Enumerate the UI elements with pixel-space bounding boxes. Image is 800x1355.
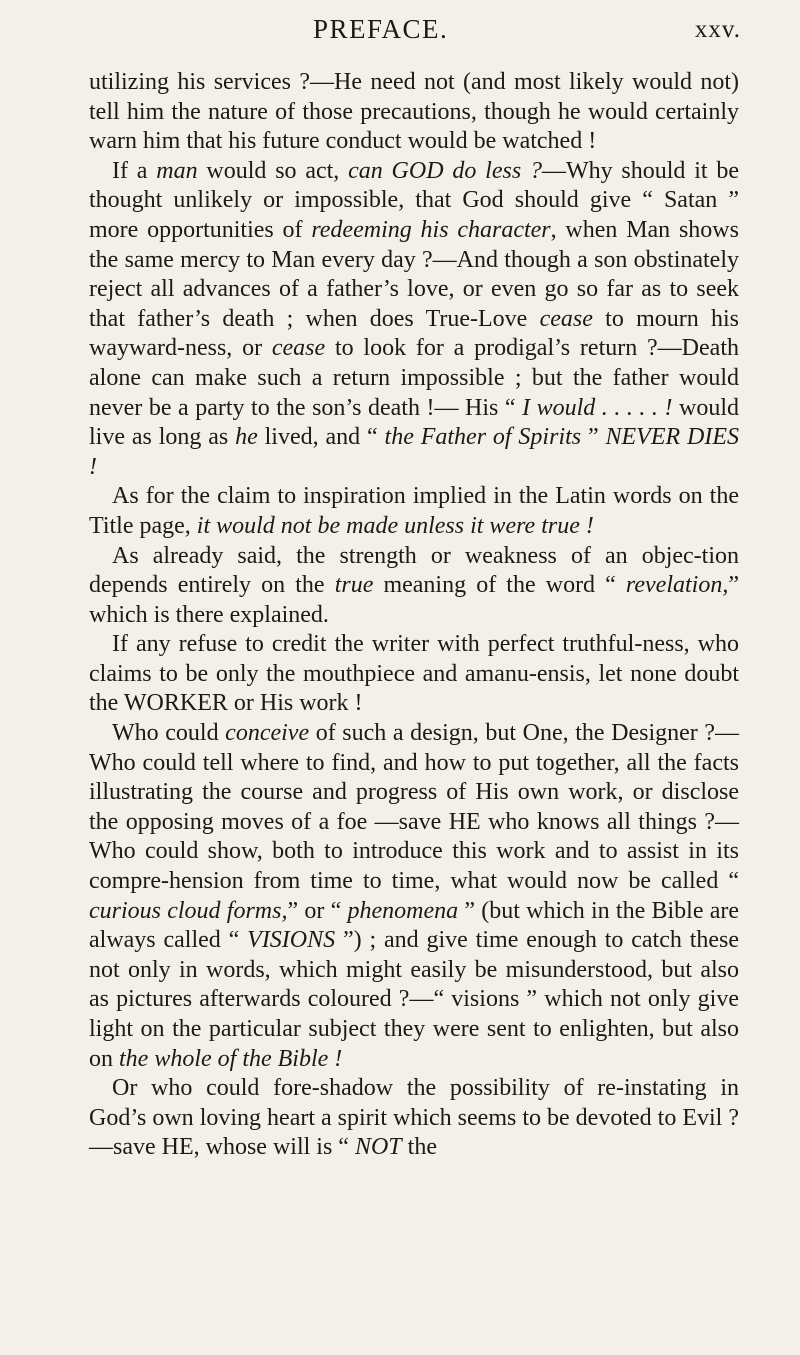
italic-text: NEVER DIES ! [89, 424, 740, 480]
paragraph [89, 542, 739, 631]
text-run: the [401, 1134, 437, 1161]
text-run: utilizing his services ?—He need not (and most likely would not) tell him the nature of those precautions, though he would certainly warn him that his future conduct would be watched ! [89, 69, 739, 155]
italic-text: NOT [354, 1134, 402, 1161]
text-run: ” (but which in the Bible are always called “ [89, 897, 739, 954]
italic-text: phenomena [347, 897, 459, 924]
italic-text: he [235, 424, 258, 451]
italic-text: conceive [225, 720, 310, 747]
paragraph [89, 1074, 739, 1163]
paragraph [89, 630, 739, 719]
running-head [0, 14, 800, 54]
text-run: of such a design, but One, the Designer ?—Who could tell where to find, and how to put together, all the facts illustrating the course and progress of His own work, or disclose the opposing moves of a foe —save HE who knows all things ?—Who could show, both to introduce this work and to assist in its compre-hension from time to time, what would now be called “ [89, 720, 739, 895]
text-run: As already said, the strength or weakness of an objec-tion depends entirely on the [89, 542, 739, 599]
text-run: Who could [112, 720, 226, 747]
italic-text: can GOD do less ? [348, 157, 542, 184]
italic-text: true [334, 572, 374, 599]
text-run: If a [112, 157, 157, 184]
text-run: to mourn his wayward-ness, or [89, 305, 739, 362]
italic-text: revelation, [625, 572, 729, 599]
text-run: , when Man shows the same mercy to Man every day ?—And though a son obstinately reject all advances of a father’s love, or even go so far as to seek that father’s death ; when does True-Love [89, 216, 739, 332]
text-run: to look for a prodigal’s return ?—Death alone can make such a return impossible ; but the father would never be a party to the son’s death !— His “ [89, 335, 739, 421]
italic-text: the whole of the Bible ! [119, 1045, 343, 1072]
italic-text: redeeming his character [311, 216, 551, 243]
text-run: lived, and “ [257, 424, 385, 451]
page-title: PREFACE. [313, 14, 449, 44]
italic-text: cease [539, 305, 593, 332]
text-run: would live as long as [89, 394, 739, 451]
body-text [89, 68, 739, 1163]
text-run: If any refuse to credit the writer with perfect truthful-ness, who claims to be only the mouthpiece and amanu-ensis, let none doubt the WORKER or His work ! [89, 631, 739, 717]
paragraph [89, 157, 739, 483]
page-number: xxv. [694, 16, 741, 43]
text-run: meaning of the word “ [373, 572, 626, 599]
text-run: As for the claim to inspiration implied in the Latin words on the Title page, [89, 483, 739, 539]
text-run: ” which is there explained. [89, 572, 739, 628]
text-run: would so act, [197, 157, 349, 184]
text-run: Or who could fore-shadow the possibility of re-instating in God’s own loving heart a spirit which seems to be devoted to Evil ?—save HE, whose will is “ [89, 1075, 739, 1161]
paragraph [89, 719, 739, 1074]
paragraph [89, 68, 739, 157]
italic-text: it would not be made unless it were true ! [196, 512, 594, 539]
text-run: —Why should it be thought unlikely or impossible, that God should give “ Satan ” more opportunities of [89, 157, 740, 243]
italic-text: cease [271, 335, 326, 362]
italic-text: curious cloud forms, [89, 897, 288, 924]
text-run: ” [581, 424, 606, 451]
italic-text: man [156, 157, 198, 184]
paragraph [89, 482, 739, 541]
italic-text: VISIONS [247, 927, 336, 954]
italic-text: the Father of Spirits [384, 424, 582, 451]
text-run: ”) ; and give time enough to catch these not only in words, which might easily be misunderstood, but also as pictures afterwards coloured ?—“ visions ” which not only give light on the particular subject they were sent to enlighten, but also on [89, 927, 740, 1072]
text-run: ” or “ [287, 897, 348, 924]
italic-text: I would . . . . . ! [522, 394, 673, 421]
